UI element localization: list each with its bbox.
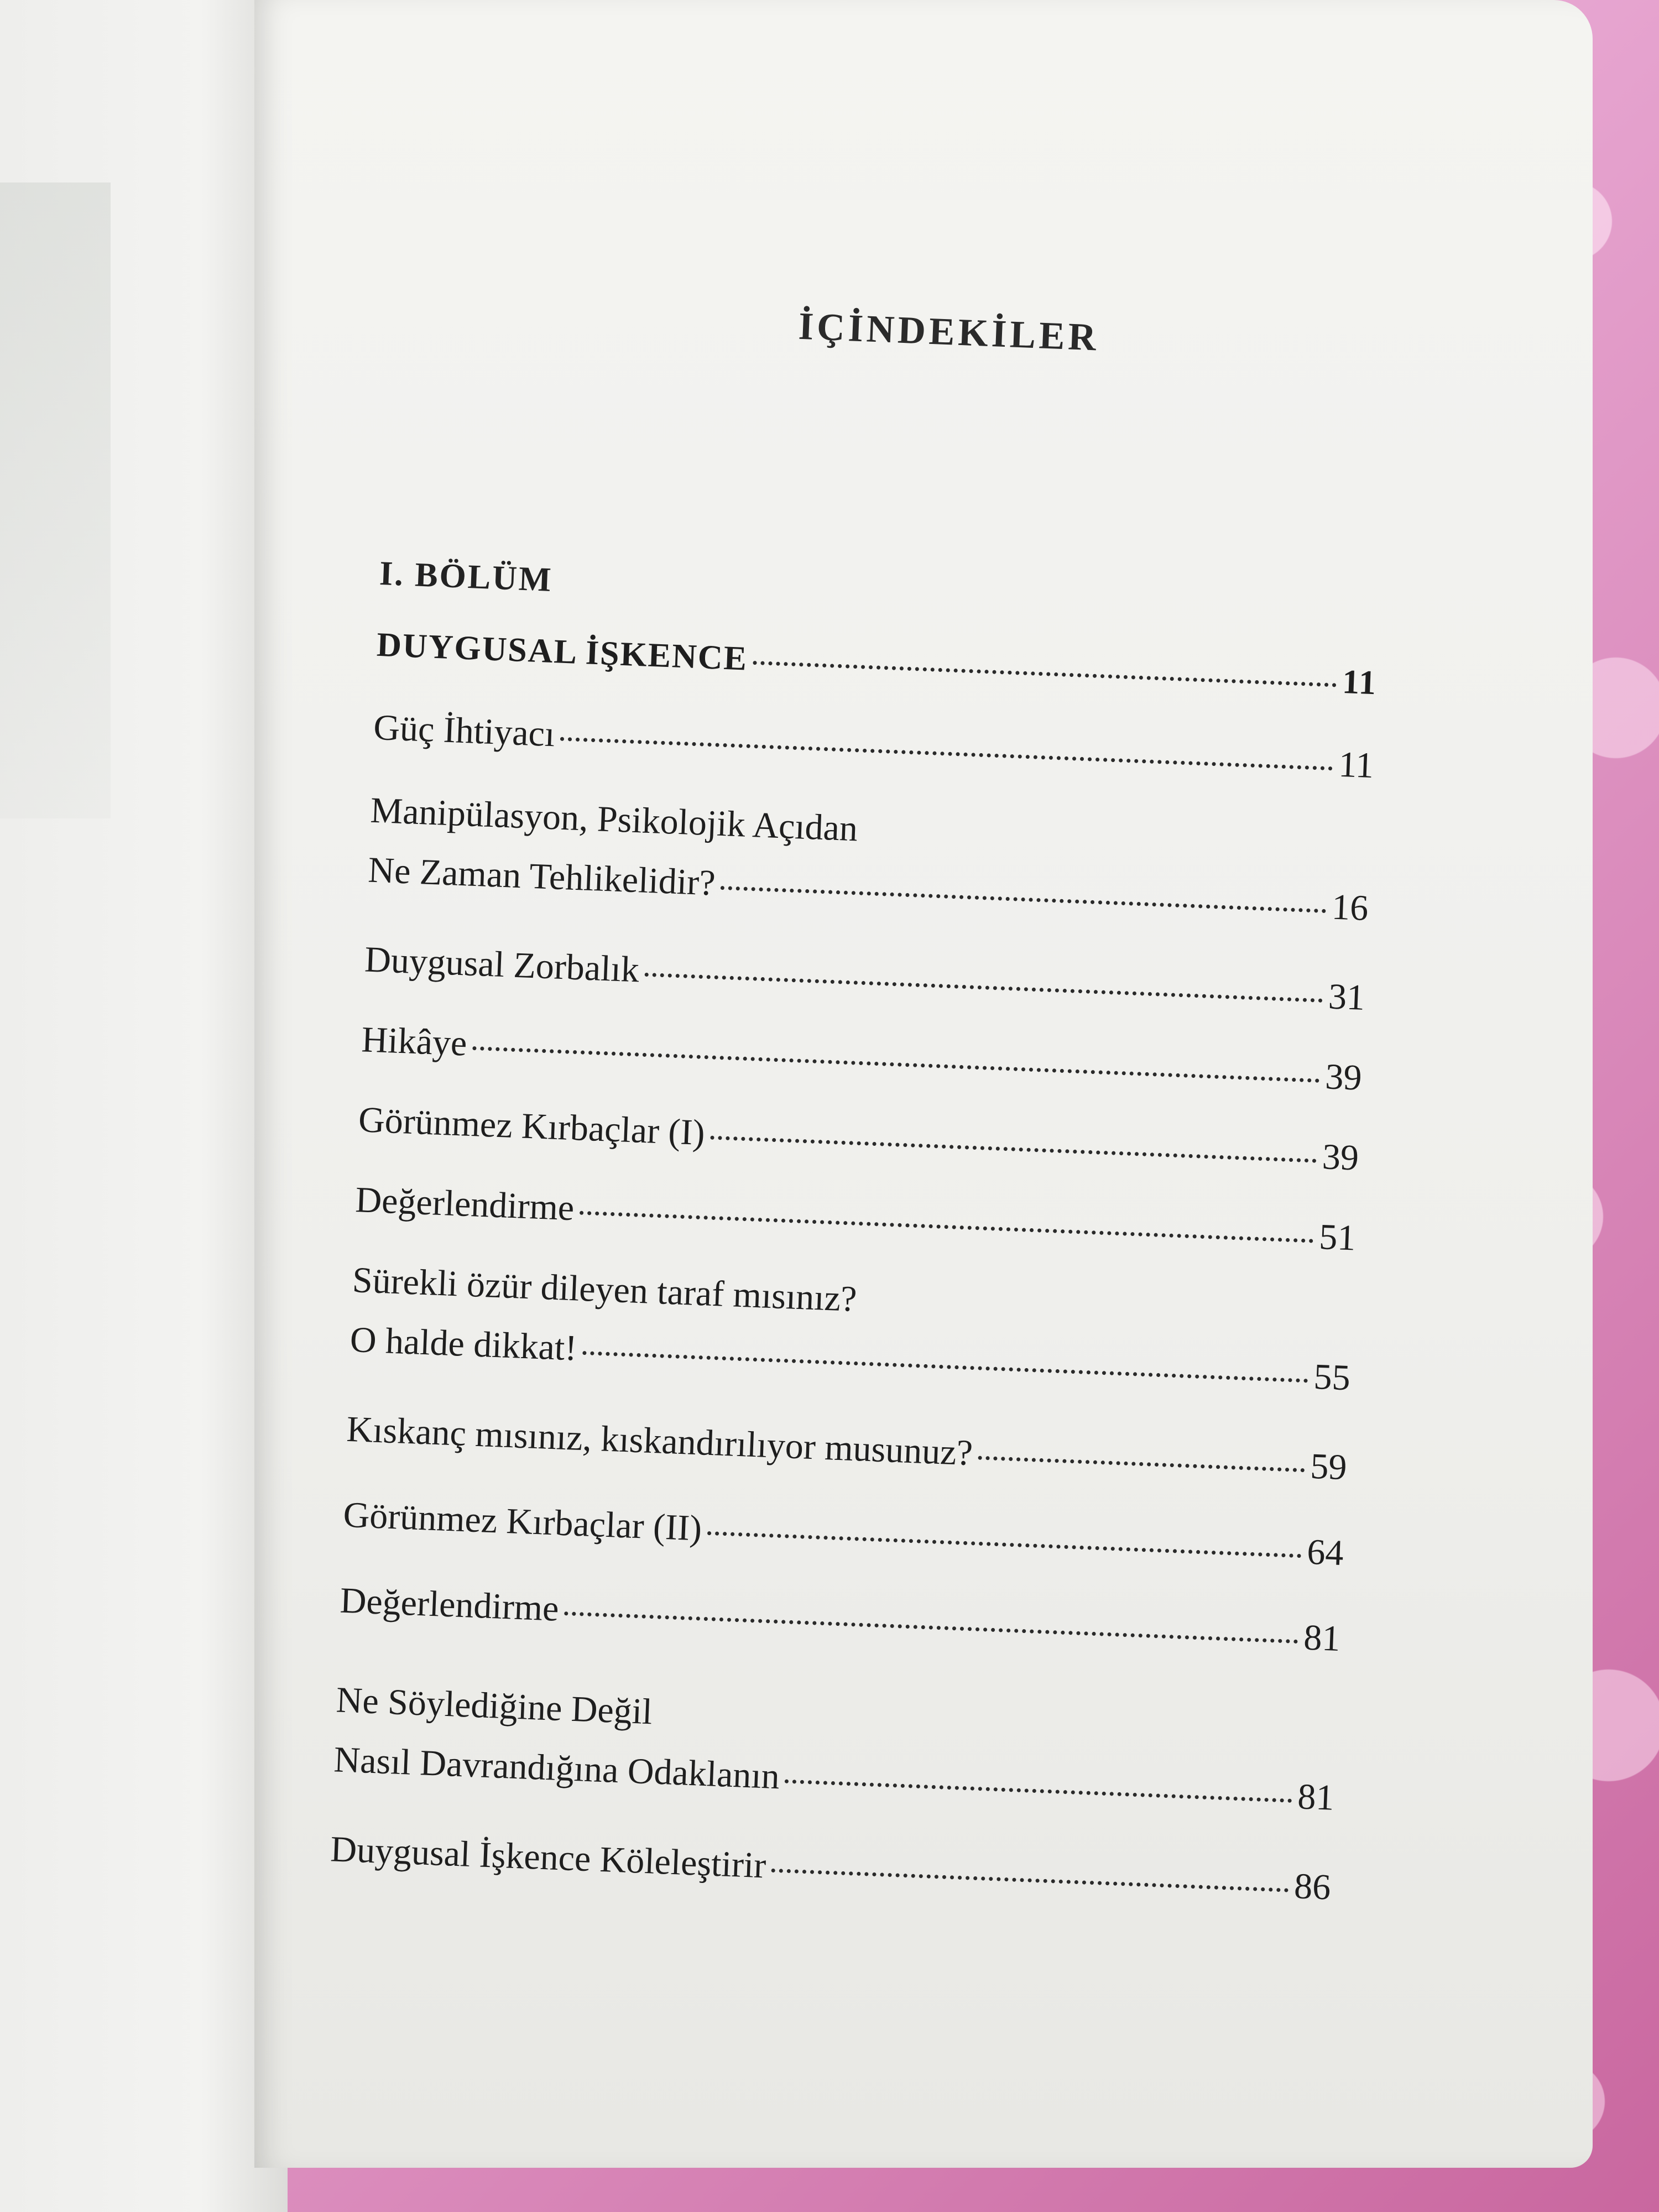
toc-entry-title: DUYGUSAL İŞKENCE <box>375 625 749 678</box>
dot-leader <box>580 1211 1313 1243</box>
toc-entry-title: Kıskanç mısınız, kıskandırılıyor musunuz? <box>346 1408 974 1474</box>
toc-entry-title: Görünmez Kırbaçlar (II) <box>342 1494 703 1549</box>
left-page-shadow <box>0 182 111 818</box>
toc-entry <box>349 1250 1354 1408</box>
toc-entry-page: 59 <box>1310 1446 1348 1488</box>
toc-entry-title-line1: Sürekli özür dileyen taraf mısınız? <box>351 1259 858 1319</box>
dot-leader <box>753 661 1337 687</box>
toc-entry-title: Görünmez Kırbaçlar (I) <box>357 1099 706 1154</box>
part-label: I. BÖLÜM <box>378 554 554 599</box>
toc-entry <box>342 1485 1345 1583</box>
toc-entry-page: 64 <box>1306 1531 1344 1574</box>
toc-entry <box>330 1819 1332 1917</box>
toc-entry-page: 11 <box>1338 744 1375 786</box>
toc-entry <box>372 698 1375 796</box>
toc-entry-title: Güç İhtiyacı <box>373 707 556 755</box>
toc-entry-title: Nasıl Davrandığına Odaklanın <box>333 1739 781 1797</box>
toc-entry-title: O halde dikkat! <box>349 1319 578 1369</box>
toc-entry-page: 86 <box>1293 1866 1332 1908</box>
toc-entry-page: 55 <box>1313 1356 1352 1399</box>
dot-leader <box>771 1869 1288 1892</box>
toc-entry-page: 11 <box>1342 662 1378 702</box>
toc-entry <box>354 1170 1357 1268</box>
dot-leader <box>582 1351 1308 1383</box>
dot-leader <box>644 973 1323 1003</box>
toc-entry-page: 16 <box>1331 886 1369 928</box>
dot-leader <box>710 1136 1317 1163</box>
toc-entry-page: 39 <box>1324 1056 1363 1098</box>
toc-entry-title: Duygusal Zorbalık <box>364 939 640 990</box>
toc-entry-title: Hikâye <box>361 1019 468 1064</box>
dot-leader <box>721 886 1326 913</box>
toc-entry-title: Duygusal İşkence Köleleştirir <box>330 1829 767 1886</box>
toc-entry <box>361 1010 1363 1108</box>
toc-entry-page: 31 <box>1327 976 1366 1018</box>
toc-content <box>254 0 1593 2168</box>
toc-entry <box>367 781 1372 938</box>
toc-entry-title: Değerlendirme <box>354 1180 575 1229</box>
toc-entry-page: 39 <box>1321 1136 1360 1178</box>
dot-leader <box>564 1611 1298 1644</box>
dot-leader <box>472 1046 1320 1083</box>
toc-entry-title: Değerlendirme <box>339 1580 560 1629</box>
toc-entry-title-line1: Ne Söylediğine Değil <box>335 1679 653 1733</box>
toc-entry-page: 51 <box>1318 1217 1357 1259</box>
dot-leader <box>707 1531 1302 1558</box>
toc-entry-page: 81 <box>1303 1617 1341 1659</box>
toc-entry <box>346 1400 1348 1498</box>
toc-entry-title-line1: Manipülasyon, Psikolojik Açıdan <box>369 790 859 849</box>
toc-entry-title: Ne Zaman Tehlikelidir? <box>367 849 716 904</box>
toc-entry <box>333 1670 1338 1828</box>
toc-title: İÇİNDEKİLER <box>797 305 1100 359</box>
dot-leader <box>978 1456 1305 1473</box>
toc-entry <box>339 1571 1342 1669</box>
dot-leader <box>785 1780 1292 1803</box>
toc-entry <box>357 1090 1360 1188</box>
toc-entry <box>375 615 1378 713</box>
dot-leader <box>560 737 1333 771</box>
left-page <box>0 0 288 2212</box>
book-page <box>254 0 1593 2168</box>
toc-entry <box>363 930 1366 1027</box>
toc-entry-page: 81 <box>1297 1776 1335 1818</box>
